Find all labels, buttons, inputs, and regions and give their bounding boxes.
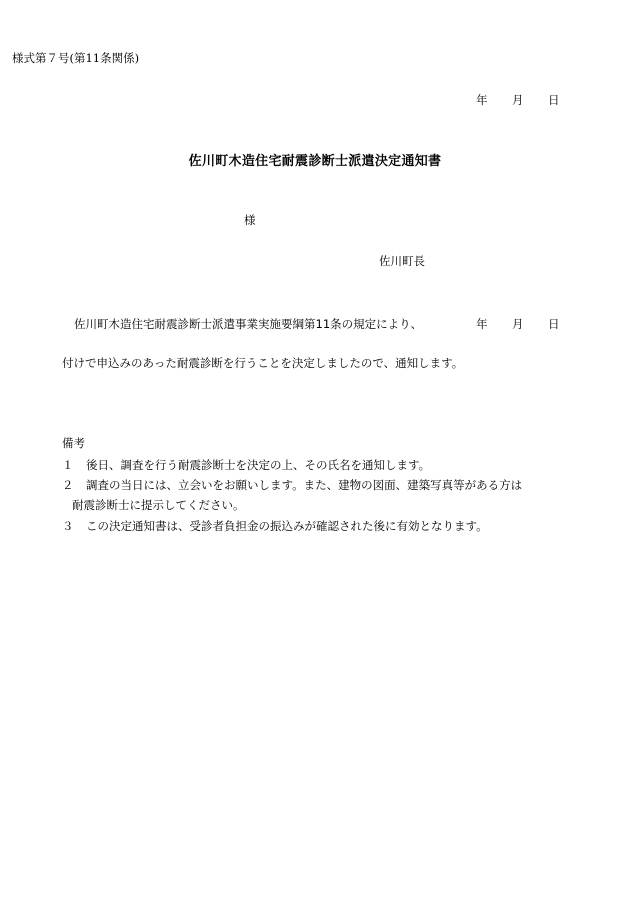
note-text: 調査の当日には、立会いをお願いします。また、建物の図面、建築写真等がある方は (86, 478, 523, 492)
body-text-line-2: 付けで申込みのあった耐震診断を行うことを決定しましたので、通知します。 (62, 356, 464, 370)
body-text-line-1: 佐川町木造住宅耐震診断士派遣事業実施要綱第11条の規定により、 (74, 317, 423, 331)
body-date-month: 月 (512, 317, 524, 331)
body-date-day: 日 (548, 317, 560, 331)
note-text: この決定通知書は、受診者負担金の振込みが確認された後に有効となります。 (86, 519, 488, 533)
note-item-1 (62, 457, 430, 473)
note-item-2-continuation: 耐震診断士に提示してください。 (72, 498, 245, 512)
header-date-day: 日 (548, 93, 560, 107)
note-number: ２ (62, 478, 74, 492)
note-item-2 (62, 477, 522, 493)
document-title: 佐川町木造住宅耐震診断士派遣決定通知書 (188, 154, 442, 169)
note-item-3 (62, 518, 488, 534)
header-date-year: 年 (476, 93, 488, 107)
note-text: 後日、調査を行う耐震診断士を決定の上、その氏名を通知します。 (86, 458, 431, 472)
form-number: 様式第７号(第11条関係) (12, 51, 140, 65)
note-number: ３ (62, 519, 74, 533)
body-date-year: 年 (476, 317, 488, 331)
note-number: １ (62, 458, 74, 472)
header-date-month: 月 (512, 93, 524, 107)
notes-heading: 備考 (62, 436, 85, 450)
issuer-name: 佐川町長 (379, 254, 425, 268)
recipient-suffix: 様 (244, 213, 256, 227)
